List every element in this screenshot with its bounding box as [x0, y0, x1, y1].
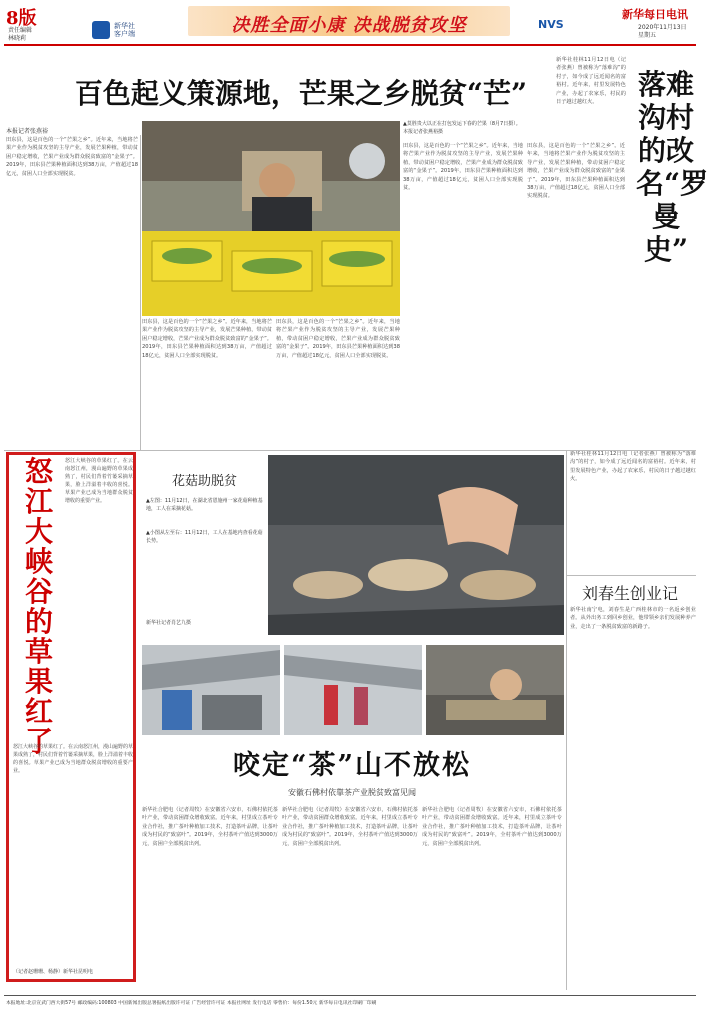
footer-rule [4, 995, 696, 996]
editor-name: 林晓莉 [8, 35, 27, 42]
mushroom-section-title: 花菇助脱贫 [172, 474, 238, 489]
nujiang-story-box [6, 452, 136, 982]
nujiang-body-col1: 怒江大峡谷的草果红了。在云南怒江州，漫山遍野的草果成熟了，村民们背着竹篓采摘草果，脸上洋溢着丰收的喜悦。草果产业已成为当地群众脱贫增收的重要产业。 [65, 458, 133, 504]
masthead-rule [4, 44, 696, 46]
tea-subtitle: 安徽石佛村依靠茶产业脱贫致富见闻 [288, 788, 416, 797]
mushroom-thumb-2 [284, 645, 422, 735]
campaign-banner [188, 6, 510, 36]
lead-photo-caption: ▲莫胜贵大以正在打包发运下春的芒果（8月7日摄）。本报记者张燕裕摄 [403, 121, 521, 135]
divider [140, 135, 141, 450]
divider [4, 450, 696, 451]
lead-body-col3: 田东县，这是百色的一个“芒果之乡”。近年来，当地将芒果产业作为脱贫攻坚的主导产业，发展芒果种植，带动贫困户稳定增收，芒果产业成为群众脱贫致富的“金果子”。2019年，田东县芒果种植面积达到38万亩，产值超过18亿元，贫困人口全部实现脱贫。 [276, 319, 400, 359]
lead-photo [142, 121, 400, 316]
divider [566, 450, 567, 990]
nujiang-title: 怒江大峡谷的草果红了 [24, 455, 53, 758]
paper-name: 新华每日电讯 [622, 8, 688, 21]
nujiang-body-col2: 怒江大峡谷的草果红了。在云南怒江州，漫山遍野的草果成熟了，村民们背着竹篓采摘草果，脸上洋溢着丰收的喜悦。草果产业已成为当地群众脱贫增收的重要产业。 [13, 744, 134, 774]
mushroom-thumb-3 [426, 645, 564, 735]
xinhua-name-line1: 新华社 [114, 22, 135, 30]
banner-text: 决胜全面小康 决战脱贫攻坚 [231, 15, 467, 36]
mushroom-credit: 新华社记者肖艺九摄 [146, 620, 192, 626]
lead-body-col4: 田东县，这是百色的一个“芒果之乡”。近年来，当地将芒果产业作为脱贫攻坚的主导产业，发展芒果种植，带动贫困户稳定增收，芒果产业成为群众脱贫致富的“金果子”。2019年，田东县芒果种植面积达到38万亩，产值超过18亿元，贫困人口全部实现脱贫。 [403, 143, 523, 192]
lead-body-col5: 田东县，这是百色的一个“芒果之乡”。近年来，当地将芒果产业作为脱贫攻坚的主导产业，发展芒果种植，带动贫困户稳定增收，芒果产业成为群众脱贫致富的“金果子”。2019年，田东县芒果种植面积达到38万亩，产值超过18亿元，贫困人口全部实现脱贫。 [527, 143, 625, 200]
lead-body-col1: 田东县，这是百色的一个“芒果之乡”。近年来，当地将芒果产业作为脱贫攻坚的主导产业，发展芒果种植，带动贫困户稳定增收，芒果产业成为群众脱贫致富的“金果子”。2019年，田东县芒果种植面积达到38万亩，产值超过18亿元，贫困人口全部实现脱贫。 [6, 137, 138, 177]
date-text: 2020年11月13日 [638, 24, 687, 31]
editor-role: 责任编辑 [8, 27, 33, 34]
tea-headline: 咬定“茶”山不放松 [232, 750, 472, 781]
mushroom-item-1: ▲左图：11月12日，在湖北省恩施州一家花菇种植基地，工人在采摘花菇。 [146, 498, 263, 512]
mushroom-photo [268, 455, 564, 635]
weekday-text: 星期五 [638, 32, 657, 39]
liu-body: 新华社南宁电，刘春生是广西桂林市的一名返乡创业者。从外出务工到回乡创业，他带领乡亲们发展种养产业，走出了一条脱贫致富的新路子。 [570, 607, 696, 630]
xinhua-name-line2: 客户端 [114, 30, 135, 38]
lead-headline: 百色起义策源地，芒果之乡脱贫“芒” [74, 77, 528, 110]
divider [566, 575, 696, 576]
mushroom-thumb-1 [142, 645, 280, 735]
footer-info: 本报地址:北京宣武门西大街57号 邮政编码:100803 中国新闻出版总署报纸出版许可证 广告经营许可证 本报社网址 发行电话 零售价：每份1.50元 新华每日电讯社印刷厂印刷 [6, 1001, 377, 1006]
lead-byline: 本报记者张燕裕 [6, 128, 49, 135]
editor-credit [8, 27, 32, 43]
sidebar-body-lower: 新华社桂林11月12日电（记者张燕）曾被称为“落难沟”的村子，如今成了远近闻名的富裕村。近年来，村里发展特色产业，办起了农家乐，村民的日子越过越红火。 [570, 451, 696, 483]
mushroom-item-2: ▲小图从左至右：11月12日，工人在基地内查看花菇长势。 [146, 530, 263, 544]
page-number: 8版 [6, 8, 37, 29]
xinhua-logo-icon [92, 21, 110, 39]
tea-body-col2: 新华社合肥电（记者周牧）在安徽省六安市，石佛村依托茶叶产业，带动贫困群众增收致富。近年来，村里成立茶叶专业合作社，推广茶叶种植加工技术，打造茶叶品牌，让茶叶成为村民的“致富叶”。2019年，全村茶叶产值达到3000万元，贫困户全部脱贫出列。 [282, 807, 418, 847]
issue-date [638, 24, 687, 40]
tea-body-col1: 新华社合肥电（记者周牧）在安徽省六安市，石佛村依托茶叶产业，带动贫困群众增收致富。近年来，村里成立茶叶专业合作社，推广茶叶种植加工技术，打造茶叶品牌，让茶叶成为村民的“致富叶”。2019年，全村茶叶产值达到3000万元，贫困户全部脱贫出列。 [142, 807, 278, 847]
nujiang-credit: （记者赵珊珊、杨静）新华社昆明电 [13, 969, 94, 975]
tea-body-col3: 新华社合肥电（记者周牧）在安徽省六安市，石佛村依托茶叶产业，带动贫困群众增收致富。近年来，村里成立茶叶专业合作社，推广茶叶种植加工技术，打造茶叶品牌，让茶叶成为村民的“致富叶”。2019年，全村茶叶产值达到3000万元，贫困户全部脱贫出列。 [422, 807, 562, 847]
masthead [0, 0, 700, 46]
sidebar-title: 落难沟村的改名“罗曼史” [636, 68, 708, 266]
nvs-logo: NVS [538, 18, 564, 31]
lead-body-col2: 田东县，这是百色的一个“芒果之乡”。近年来，当地将芒果产业作为脱贫攻坚的主导产业，发展芒果种植，带动贫困户稳定增收，芒果产业成为群众脱贫致富的“金果子”。2019年，田东县芒果种植面积达到38万亩，产值超过18亿元，贫困人口全部实现脱贫。 [142, 319, 272, 359]
liu-headline: 刘春生创业记 [582, 584, 679, 603]
sidebar-dateline: 新华社桂林11月12日电（记者张燕）曾被称为“落难沟”的村子，如今成了远近闻名的富裕村。近年来，村里发展特色产业，办起了农家乐，村民的日子越过越红火。 [556, 57, 626, 106]
xinhua-client-label [114, 22, 135, 38]
